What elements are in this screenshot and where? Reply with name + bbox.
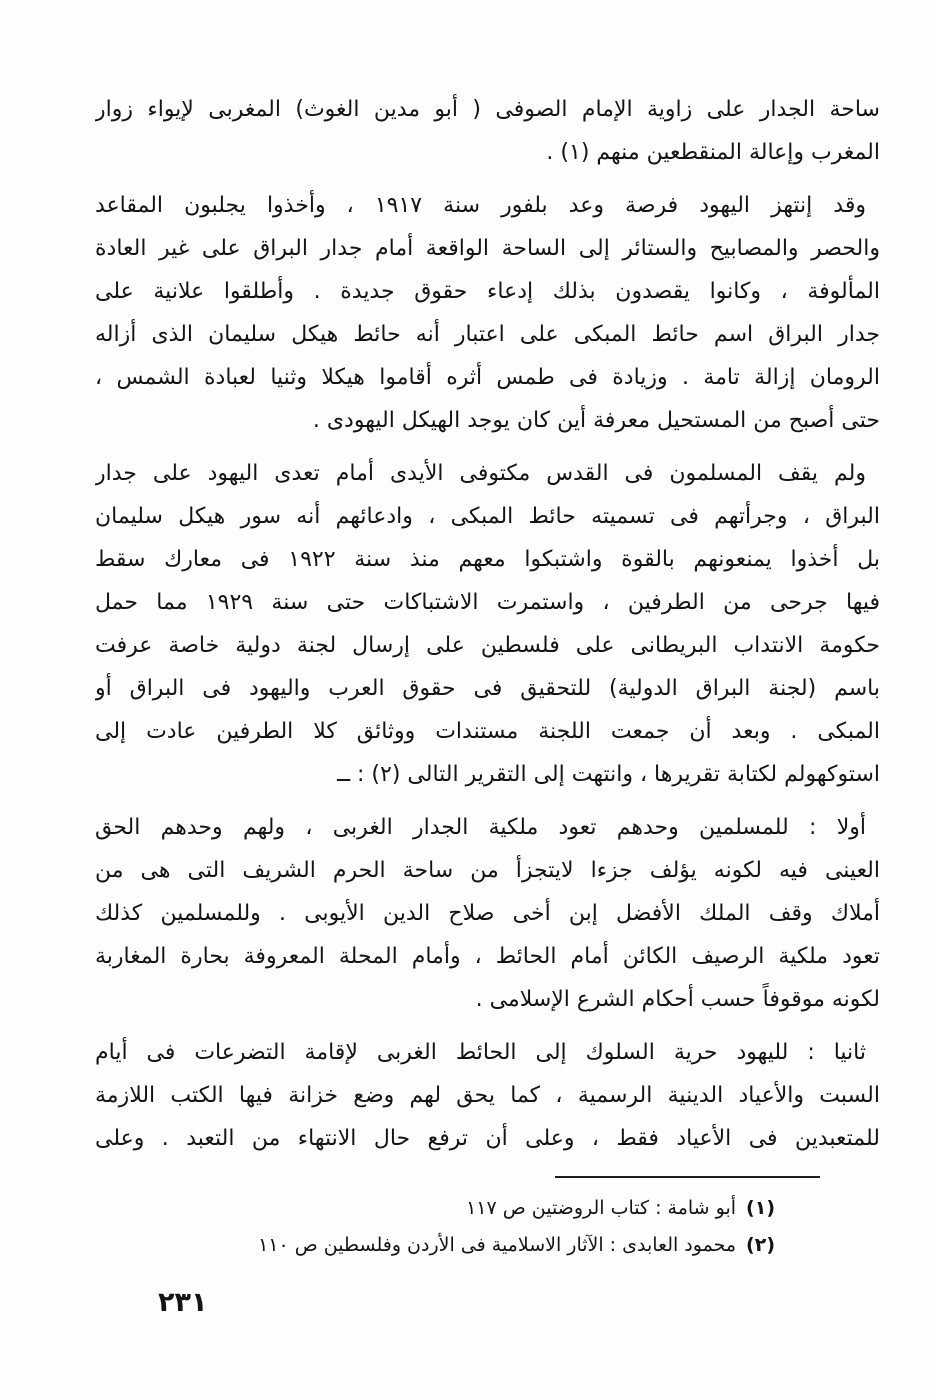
footnote-separator (555, 1176, 820, 1178)
text-line: جدار البراق اسم حائط المبكى على اعتبار أنه حائط هيكل سليمان الذى أزاله (95, 322, 880, 347)
page-number: ٢٣١ (158, 1287, 208, 1318)
text-line: حكومة الانتداب البريطانى على فلسطين على إرسال لجنة دولية خاصة عرفت (95, 633, 880, 658)
text-line: لكونه موقوفاً حسب أحكام الشرع الإسلامى . (475, 987, 880, 1012)
text-line: أولا : للمسلمين وحدهم تعود ملكية الجدار الغربى ، ولهم وحدهم الحق (95, 815, 866, 840)
text-line: تعود ملكية الرصيف الكائن أمام الحائط ، وأمام المحلة المعروفة بحارة المغاربة (95, 944, 880, 969)
paragraph (95, 452, 880, 796)
text-line: بل أخذوا يمنعونهم بالقوة واشتبكوا معهم منذ سنة ١٩٢٢ فى معارك سقط (95, 547, 880, 572)
text-line: الرومان إزالة تامة . وزيادة فى طمس أثره أقاموا هيكلا وثنيا لعبادة الشمس ، (95, 365, 880, 390)
text-line: البراق ، وجرأتهم فى تسميته حائط المبكى ، وادعائهم أنه سور هيكل سليمان (95, 504, 880, 529)
body-text (95, 88, 880, 1170)
footnote (258, 1190, 775, 1227)
footnote (258, 1227, 775, 1264)
footnote-marker: (١) (746, 1197, 775, 1219)
paragraph (95, 1031, 880, 1160)
footnote-text: أبو شامة : كتاب الروضتين ص ١١٧ (466, 1197, 737, 1219)
text-line: حتى أصبح من المستحيل معرفة أين كان يوجد الهيكل اليهودى . (312, 408, 880, 433)
paragraph (95, 184, 880, 442)
text-line: ولم يقف المسلمون فى القدس مكتوفى الأيدى أمام تعدى اليهود على جدار (95, 461, 866, 486)
text-line: المألوفة ، وكانوا يقصدون بذلك إدعاء حقوق جديدة . وأطلقوا علانية على (95, 279, 880, 304)
footnote-text: محمود العابدى : الآثار الاسلامية فى الأردن وفلسطين ص ١١٠ (258, 1234, 737, 1256)
paragraph (95, 806, 880, 1021)
text-line: باسم (لجنة البراق الدولية) للتحقيق فى حقوق العرب واليهود فى البراق أو (95, 676, 880, 701)
text-line: ثانيا : لليهود حرية السلوك إلى الحائط الغربى لإقامة التضرعات فى أيام (95, 1040, 866, 1065)
paragraph (95, 88, 880, 174)
text-line: استوكهولم لكتابة تقريرها ، وانتهت إلى التقرير التالى (٢) : ــ (337, 762, 880, 787)
footnotes (258, 1190, 775, 1264)
text-line: وقد إنتهز اليهود فرصة وعد بلفور سنة ١٩١٧ ، وأخذوا يجلبون المقاعد (95, 193, 866, 218)
text-line: للمتعبدين فى الأعياد فقط ، وعلى أن ترفع حال الانتهاء من التعبد . وعلى (95, 1126, 880, 1151)
text-line: ساحة الجدار على زاوية الإمام الصوفى ( أبو مدين الغوث) المغربى لإيواء زوار (95, 97, 880, 122)
text-line: المغرب وإعالة المنقطعين منهم (١) . (546, 140, 880, 165)
text-line: المبكى . وبعد أن جمعت اللجنة مستندات ووثائق كلا الطرفين عادت إلى (95, 719, 880, 744)
footnote-marker: (٢) (746, 1234, 775, 1256)
text-line: فيها جرحى من الطرفين ، واستمرت الاشتباكات حتى سنة ١٩٢٩ مما حمل (95, 590, 880, 615)
text-line: أملاك وقف الملك الأفضل إبن أخى صلاح الدين الأيوبى . وللمسلمين كذلك (95, 901, 880, 926)
text-line: والحصر والمصابيح والستائر إلى الساحة الواقعة أمام جدار البراق على غير العادة (95, 236, 880, 261)
text-line: السبت والأعياد الدينية الرسمية ، كما يحق لهم وضع خزانة فيها الكتب اللازمة (95, 1083, 880, 1108)
text-line: العينى فيه لكونه يؤلف جزءا لايتجزأ من ساحة الحرم الشريف التى هى من (95, 858, 880, 883)
